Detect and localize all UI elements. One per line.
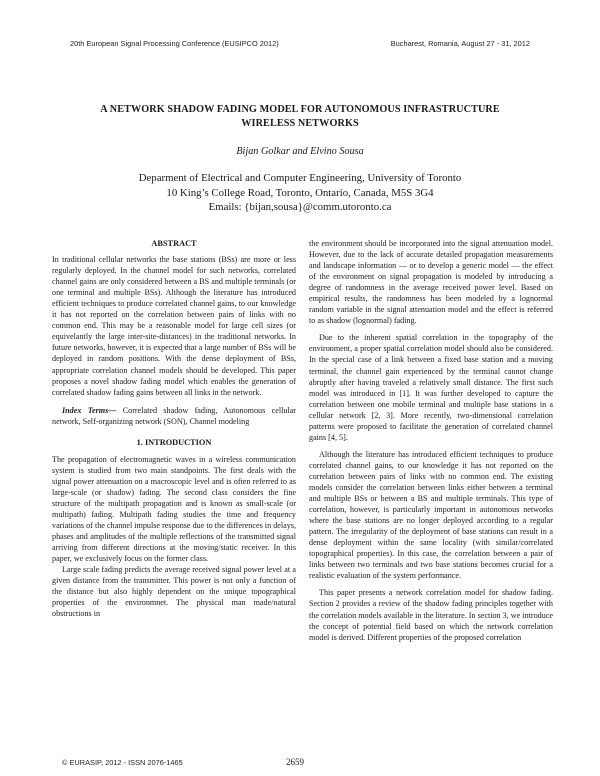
index-terms-text: Correlated shadow fading, Autonomous cellular network, Self-organizing network (SON), Channel modeling xyxy=(52,405,296,426)
right-paragraph-2: Although the literature has introduced efficient techniques to produce correlated channel gains, to our knowledge it has not reported on the correlation between pairs of links with no common end. The existing models consider the correlation between links either between a terminal and multiple BSs or between a BS and multiple terminals. This type of correlation, however, is particularly important in autonomous networks where the base stations are no longer deployed according to a regular pattern. The irregularity of the deployment of base stations can result in a dense deployment within the same locality (with similar/correlated topographical properties). In this case, the correlation between a pair of links between two terminals and two base stations becomes crucial for a realistic evaluation of the system performance. xyxy=(309,449,553,581)
index-terms xyxy=(52,405,296,427)
affiliation-emails: Emails: {bijan,sousa}@comm.utoronto.ca xyxy=(208,201,392,213)
right-column xyxy=(309,238,553,643)
title-line-1: A NETWORK SHADOW FADING MODEL FOR AUTONOMOUS INFRASTRUCTURE xyxy=(100,104,500,115)
affiliation xyxy=(60,171,540,215)
index-terms-label: Index Terms— xyxy=(62,405,117,415)
affiliation-line-2: 10 King’s College Road, Toronto, Ontario, Canada, M5S 3G4 xyxy=(166,186,434,199)
page-number: 2659 xyxy=(286,757,304,767)
affiliation-line-1: Deparment of Electrical and Computer Engineering, University of Toronto xyxy=(138,172,462,184)
abstract-heading: ABSTRACT xyxy=(151,239,197,248)
right-paragraph-0: the environment should be incorporated into the signal attenuation model. However, due to the lack of accurate detailed propagation measurements and landscape information — or to develop a generic model — the effect of the environment on signal propagation is modeled by introducing a degree of randomness in the average received power level. Based on empirical results, the randomness has been modeled by a lognormal random variable in the signal attenuation model and the effect is referred to as shadow (lognormal) fading. xyxy=(309,239,553,326)
conference-header: 20th European Signal Processing Conference (EUSIPCO 2012) xyxy=(70,39,279,48)
copyright-footer: © EURASIP, 2012 - ISSN 2076-1465 xyxy=(62,758,183,767)
right-paragraph-3: This paper presents a network correlation model for shadow fading. Section 2 provides a review of the shadow fading principles together with the correlation models available in the literature. In section 3, we introduce the concept of potential field based on which the network correlation model is derived. Different properties of the proposed correlation xyxy=(309,588,553,642)
location-date-header: Bucharest, Romania, August 27 - 31, 2012 xyxy=(390,39,530,48)
title-line-2: WIRELESS NETWORKS xyxy=(241,118,359,129)
intro-paragraph-2: Large scale fading predicts the average received signal power level at a given distance from the transmitter. This power is not only a function of the distance but also highly dependent on the unique topographical properties of the environmnet. The physical man made/natural obstructions in xyxy=(52,565,296,619)
authors: Bijan Golkar and Elvino Sousa xyxy=(236,146,364,157)
abstract-text: In traditional cellular networks the base stations (BSs) are more or less regularly deployed. In the channel model for such networks, correlated channel gains are only considered between a BS and multiple terminals (or one terminal and multiple BSs). Although the literature has introduced efficient techniques to produce correlated channel gains, to our knowledge it has not reported on the correlation between pairs of links with no common end. This may be a reasonable model for large cell sizes (or equivelantly the large inter-site-distances) in the traditional networks. In future networks, however, it is expected that a large number of BSs will be deployed in random positions. With the dense deployment of BSs, appropriate correlation channel models should be developed. This paper proposes a novel shadow fading model which enables the generation of correlated shadow fading gains between all links in the network. xyxy=(52,255,296,397)
left-column xyxy=(52,238,296,620)
introduction-heading: 1. INTRODUCTION xyxy=(136,437,212,447)
paper-title xyxy=(60,103,540,131)
intro-paragraph-1: The propagation of electromagnetic waves in a wireless communication system is studied from two main standpoints. The first deals with the signal power attenuation on a macroscopic level and is often referred to as large-scale (or shadow) fading. The second class considers the fine structure of the multipath propagation and is known as small-scale (or multipath) fading. Multipath fading studies the time and frequency variations of the channel impulse response due to the differences in delays, phases and amplitudes of the multiple reflections of the transmitted signal arriving from different directions at the moving/static receiver. In this paper, we exclusively focus on the former class. xyxy=(52,454,296,564)
right-paragraph-1: Due to the inherent spatial correlation in the topography of the environment, a proper spatial correlation model should also be considered. In the special case of a link between a fixed base station and a moving terminal, the channel gain experienced by the terminal cannot change abruptly after having traveled a relatively small distance. The first such model was introduced in [1]. It was further developed to capture the correlation between one mobile terminal and multiple base stations in a cellular network [2, 3]. More recently, two-dimensional correlation patterns were proposed to facilitate the generation of correlated channel gains [4, 5]. xyxy=(309,333,553,442)
